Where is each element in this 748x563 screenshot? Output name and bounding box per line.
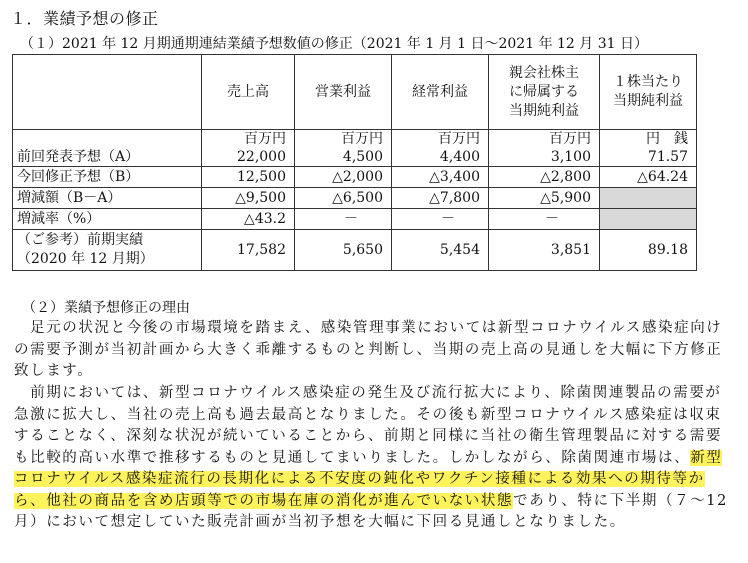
table-cell: 22,000	[202, 148, 295, 167]
table-cell: △2,800	[489, 167, 600, 188]
table-cell: △2,000	[295, 167, 392, 188]
highlighted-text: 新型コロナウイルス感染症流行の長期化による不安度の鈍化やワクチン接種による効果への期待等から、他社の商品を含め店頭等での市場在庫の消化が進んでいない状態	[14, 449, 723, 509]
table-cell: 4,500	[295, 148, 392, 167]
table-row	[13, 188, 697, 209]
header-ordinary-profit: 経常利益	[392, 55, 489, 130]
section-subtitle: （１）2021 年 12 月期通期連結業績予想数値の修正（2021 年 1 月 1 日～2021 年 12 月 31 日）	[20, 36, 648, 52]
table-cell: 3,851	[489, 230, 600, 271]
row-label: 増減額（B－A）	[13, 188, 202, 209]
table-corner	[13, 55, 202, 130]
reason-paragraph-1: 足元の状況と今後の市場環境を踏まえ、感染管理事業においては新型コロナウイルス感染症向けの需要予測が当初計画から大きく乖離するものと判断し、当期の売上高の見通しを大幅に下方修正致します。	[14, 320, 723, 379]
table-cell: △64.24	[600, 167, 697, 188]
table-cell: △43.2	[202, 209, 295, 230]
units-label-cell	[13, 130, 202, 149]
table-row	[13, 230, 697, 271]
unit-cell: 百万円	[295, 130, 392, 149]
table-row	[13, 148, 697, 167]
table-cell: －	[295, 209, 392, 230]
table-cell: 89.18	[600, 230, 697, 271]
header-operating-profit: 営業利益	[295, 55, 392, 130]
row-label: 前回発表予想（A）	[13, 148, 202, 167]
section-title: １．業績予想の修正	[10, 9, 159, 28]
row-label: 増減率（%）	[13, 209, 202, 230]
table-cell: 4,400	[392, 148, 489, 167]
paragraph-text: であり、特に下半期（７～12 月）において想定していた販売計画が当初予想を大幅に下回る見通しとなりました。	[14, 492, 728, 530]
table-cell: 3,100	[489, 148, 600, 167]
unit-cell: 百万円	[202, 130, 295, 149]
table-row	[13, 167, 697, 188]
header-revenue: 売上高	[202, 55, 295, 130]
table-cell: 5,650	[295, 230, 392, 271]
table-cell: △5,900	[489, 188, 600, 209]
table-cell: △6,500	[295, 188, 392, 209]
table-cell: －	[489, 209, 600, 230]
table-cell: △7,800	[392, 188, 489, 209]
table-cell: △9,500	[202, 188, 295, 209]
reason-title: （２）業績予想修正の理由	[22, 300, 190, 316]
table-cell: 5,454	[392, 230, 489, 271]
unit-cell: 円 銭	[600, 130, 697, 149]
table-cell: △3,400	[392, 167, 489, 188]
row-label: 今回修正予想（B）	[13, 167, 202, 188]
table-row	[13, 209, 697, 230]
reason-paragraph-2	[14, 383, 732, 534]
header-net-profit: 親会社株主 に帰属する 当期純利益	[489, 55, 600, 130]
unit-cell: 百万円	[392, 130, 489, 149]
header-eps: １株当たり 当期純利益	[600, 55, 697, 130]
forecast-table	[12, 54, 697, 271]
table-cell: －	[392, 209, 489, 230]
table-cell: 17,582	[202, 230, 295, 271]
paragraph-text: 前期においては、新型コロナウイルス感染症の発生及び流行拡大により、除菌関連製品の需要が急激に拡大し、当社の売上高も過去最高となりました。その後も新型コロナウイルス感染症は収束することなく、深刻な状況が続いていることから、前期と同様に当社の衛生管理製品に対する需要も比較的高い水準で推移するものと見通してまいりました。しかしながら、除菌関連市場は、	[14, 385, 723, 466]
gray-cell	[600, 209, 697, 230]
unit-cell: 百万円	[489, 130, 600, 149]
table-cell: 71.57	[600, 148, 697, 167]
row-label: （ご参考）前期実績 （2020 年 12 月期）	[13, 230, 202, 271]
gray-cell	[600, 188, 697, 209]
table-cell: 12,500	[202, 167, 295, 188]
